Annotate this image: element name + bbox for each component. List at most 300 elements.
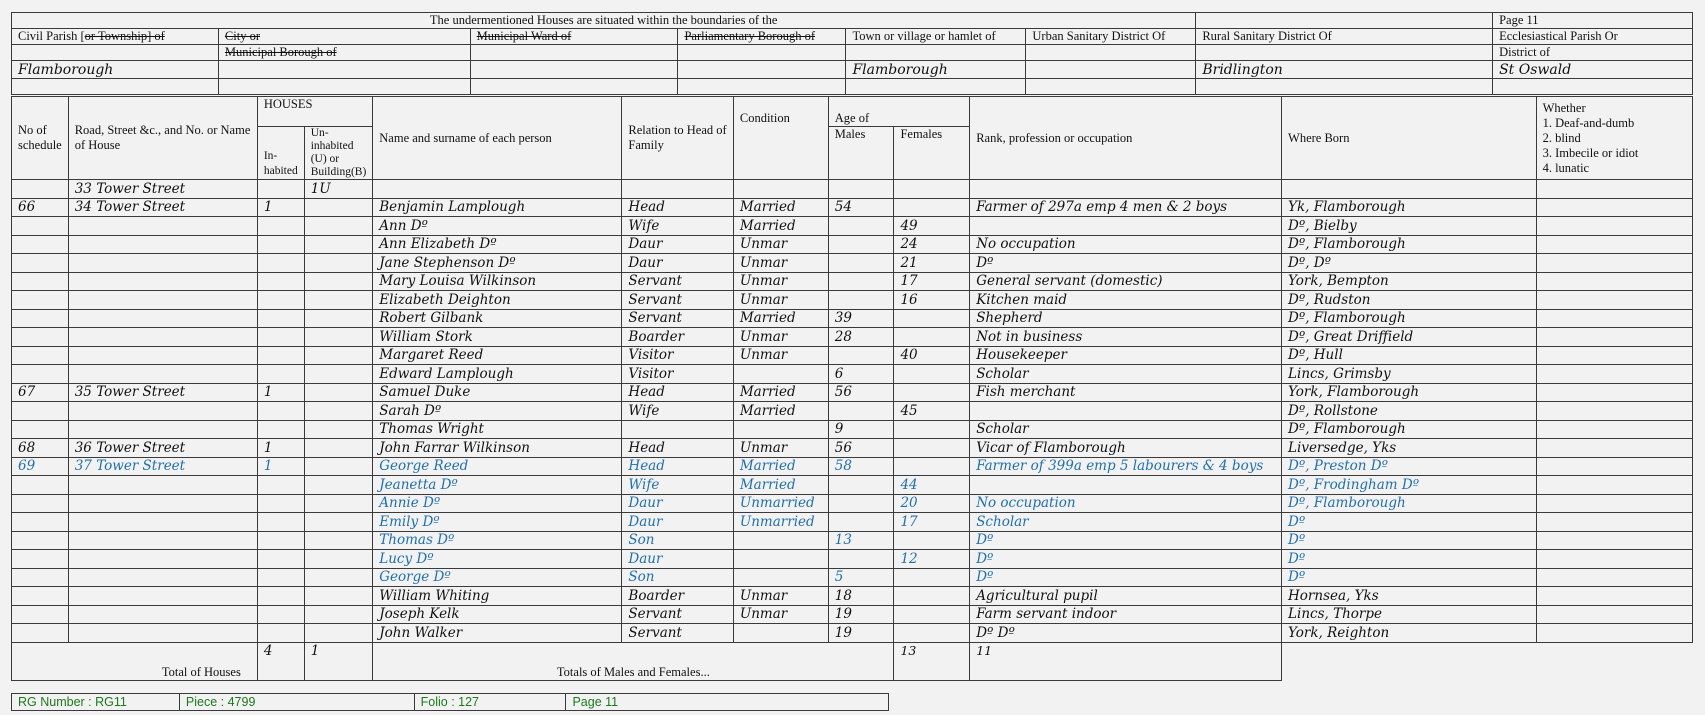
where-born-cell: Dº — [1282, 568, 1537, 587]
name-cell: William Whiting — [373, 587, 622, 606]
road-cell: 36 Tower Street — [68, 439, 257, 458]
uninhabited-cell — [304, 568, 373, 587]
condition-cell: Married — [733, 383, 828, 402]
males-cell — [828, 235, 894, 254]
females-cell — [894, 383, 970, 402]
name-cell: John Farrar Wilkinson — [373, 439, 622, 458]
uninhabited-cell — [304, 235, 373, 254]
whether-cell — [1536, 402, 1692, 421]
road-cell: 33 Tower Street — [68, 180, 257, 199]
road-cell — [68, 217, 257, 236]
schedule-cell: 68 — [12, 439, 69, 458]
inhabited-cell: 1 — [257, 457, 304, 476]
males-cell: 54 — [828, 198, 894, 217]
town-value: Flamborough — [846, 61, 1026, 79]
uninhabited-cell — [304, 513, 373, 532]
relation-cell: Son — [622, 568, 733, 587]
uninhabited-cell — [304, 531, 373, 550]
condition-cell: Married — [733, 457, 828, 476]
schedule-cell — [12, 180, 69, 199]
total-houses-label: Total of Houses — [12, 642, 258, 680]
table-row — [12, 420, 1693, 439]
age-header: Age of — [828, 97, 969, 127]
relation-cell: Daur — [622, 235, 733, 254]
where-born-cell: York, Reighton — [1282, 624, 1537, 643]
table-row — [12, 383, 1693, 402]
boundaries-title: The undermentioned Houses are situated within the boundaries of the — [12, 13, 1196, 29]
occupation-cell: Vicar of Flamborough — [970, 439, 1282, 458]
relation-cell: Wife — [622, 402, 733, 421]
road-cell — [68, 346, 257, 365]
occupation-cell: Agricultural pupil — [970, 587, 1282, 606]
whether-cell — [1536, 624, 1692, 643]
females-cell — [894, 531, 970, 550]
road-cell: 35 Tower Street — [68, 383, 257, 402]
uninhabited-cell — [304, 254, 373, 273]
males-cell — [828, 291, 894, 310]
occupation-cell: Dº — [970, 254, 1282, 273]
occupation-cell: Farmer of 297a emp 4 men & 2 boys — [970, 198, 1282, 217]
road-cell — [68, 328, 257, 347]
males-cell: 19 — [828, 605, 894, 624]
inhabited-cell — [257, 494, 304, 513]
males-cell — [828, 476, 894, 495]
relation-cell: Daur — [622, 494, 733, 513]
condition-cell — [733, 420, 828, 439]
whether-cell — [1536, 568, 1692, 587]
schedule-cell — [12, 291, 69, 310]
whether-cell — [1536, 383, 1692, 402]
table-row — [12, 531, 1693, 550]
where-born-cell: Dº, Frodingham Dº — [1282, 476, 1537, 495]
table-row — [12, 198, 1693, 217]
schedule-cell — [12, 217, 69, 236]
uninhabited-cell — [304, 494, 373, 513]
road-cell — [68, 402, 257, 421]
name-cell: John Walker — [373, 624, 622, 643]
condition-cell: Unmar — [733, 439, 828, 458]
males-header: Males — [828, 127, 894, 180]
schedule-cell — [12, 550, 69, 569]
whether-cell — [1536, 198, 1692, 217]
inhabited-cell — [257, 309, 304, 328]
table-row — [12, 439, 1693, 458]
rg-number: RG Number : RG11 — [12, 694, 180, 711]
females-cell — [894, 568, 970, 587]
relation-cell: Boarder — [622, 587, 733, 606]
table-row — [12, 365, 1693, 384]
condition-cell: Unmar — [733, 346, 828, 365]
relation-cell — [622, 180, 733, 199]
road-cell — [68, 309, 257, 328]
uninhabited-cell — [304, 439, 373, 458]
schedule-cell — [12, 365, 69, 384]
condition-header: Condition — [733, 97, 828, 180]
condition-cell: Unmar — [733, 605, 828, 624]
condition-cell — [733, 568, 828, 587]
condition-cell — [733, 531, 828, 550]
where-born-cell: Dº, Flamborough — [1282, 309, 1537, 328]
females-cell: 40 — [894, 346, 970, 365]
where-born-cell: Dº, Hull — [1282, 346, 1537, 365]
table-row — [12, 550, 1693, 569]
ecclesiastical-label-2: District of — [1493, 45, 1693, 61]
relation-cell: Boarder — [622, 328, 733, 347]
municipal-borough-label: Municipal Borough of — [218, 45, 470, 61]
schedule-cell — [12, 624, 69, 643]
whether-cell — [1536, 217, 1692, 236]
relation-cell: Servant — [622, 272, 733, 291]
condition-cell: Unmarried — [733, 494, 828, 513]
inhabited-cell — [257, 476, 304, 495]
schedule-cell — [12, 402, 69, 421]
rural-district-label: Rural Sanitary District Of — [1196, 29, 1493, 45]
uninhabited-header: Un-inhabited (U) or Building(B) — [304, 127, 373, 180]
table-row — [12, 254, 1693, 273]
males-cell — [828, 254, 894, 273]
inhabited-cell — [257, 235, 304, 254]
civil-parish-value: Flamborough — [12, 61, 219, 79]
relation-cell: Head — [622, 383, 733, 402]
occupation-cell: Farm servant indoor — [970, 605, 1282, 624]
ecclesiastical-label-1: Ecclesiastical Parish Or — [1493, 29, 1693, 45]
males-cell: 5 — [828, 568, 894, 587]
schedule-cell — [12, 531, 69, 550]
table-row — [12, 217, 1693, 236]
males-cell: 19 — [828, 624, 894, 643]
where-born-cell: Dº, Bielby — [1282, 217, 1537, 236]
schedule-cell — [12, 476, 69, 495]
females-cell — [894, 365, 970, 384]
where-born-cell: Dº, Flamborough — [1282, 235, 1537, 254]
inhabited-cell — [257, 550, 304, 569]
parliamentary-borough-label: Parliamentary Borough of — [678, 29, 846, 45]
whether-cell — [1536, 587, 1692, 606]
road-cell — [68, 624, 257, 643]
inhabited-cell — [257, 624, 304, 643]
females-cell — [894, 439, 970, 458]
where-born-cell: Liversedge, Yks — [1282, 439, 1537, 458]
uninhabited-cell — [304, 550, 373, 569]
urban-district-label: Urban Sanitary District Of — [1026, 29, 1196, 45]
relation-cell: Head — [622, 198, 733, 217]
name-cell: Samuel Duke — [373, 383, 622, 402]
uninhabited-cell — [304, 365, 373, 384]
page-number: Page 11 — [566, 694, 889, 711]
females-cell — [894, 198, 970, 217]
whether-cell — [1536, 328, 1692, 347]
name-cell: Ann Elizabeth Dº — [373, 235, 622, 254]
schedule-cell — [12, 568, 69, 587]
inhabited-cell — [257, 254, 304, 273]
relation-cell — [622, 420, 733, 439]
where-born-cell: Dº — [1282, 513, 1537, 532]
name-header: Name and surname of each person — [373, 97, 622, 180]
whether-cell — [1536, 420, 1692, 439]
condition-cell — [733, 180, 828, 199]
table-row — [12, 605, 1693, 624]
uninhabited-cell — [304, 291, 373, 310]
where-born-cell: Lincs, Thorpe — [1282, 605, 1537, 624]
females-cell — [894, 457, 970, 476]
occupation-cell: Not in business — [970, 328, 1282, 347]
table-row — [12, 476, 1693, 495]
inhabited-cell — [257, 180, 304, 199]
page-label: Page 11 — [1493, 13, 1693, 29]
name-cell: Ann Dº — [373, 217, 622, 236]
inhabited-cell — [257, 605, 304, 624]
civil-parish-label: Civil Parish [or Township] of — [12, 29, 219, 45]
piece-number: Piece : 4799 — [179, 694, 414, 711]
occupation-cell: Scholar — [970, 365, 1282, 384]
road-cell — [68, 254, 257, 273]
males-cell — [828, 217, 894, 236]
name-cell: Thomas Dº — [373, 531, 622, 550]
inhabited-cell — [257, 272, 304, 291]
schedule-cell — [12, 346, 69, 365]
condition-cell: Unmar — [733, 254, 828, 273]
total-inhabited: 4 — [257, 642, 304, 680]
condition-cell: Married — [733, 217, 828, 236]
road-cell — [68, 550, 257, 569]
females-cell: 17 — [894, 272, 970, 291]
females-cell: 17 — [894, 513, 970, 532]
schedule-cell — [12, 587, 69, 606]
whether-cell — [1536, 531, 1692, 550]
road-cell — [68, 272, 257, 291]
condition-cell: Married — [733, 198, 828, 217]
whether-cell — [1536, 365, 1692, 384]
relation-cell: Servant — [622, 309, 733, 328]
where-born-cell: Dº, Flamborough — [1282, 494, 1537, 513]
table-row — [12, 587, 1693, 606]
name-cell: George Dº — [373, 568, 622, 587]
totals-people-label: Totals of Males and Females... — [373, 642, 894, 680]
females-cell: 21 — [894, 254, 970, 273]
occupation-cell: Housekeeper — [970, 346, 1282, 365]
occupation-header: Rank, profession or occupation — [970, 97, 1282, 180]
occupation-cell: Shepherd — [970, 309, 1282, 328]
females-cell — [894, 624, 970, 643]
schedule-cell — [12, 328, 69, 347]
where-born-cell: York, Flamborough — [1282, 383, 1537, 402]
relation-cell: Servant — [622, 605, 733, 624]
females-cell: 45 — [894, 402, 970, 421]
road-cell — [68, 605, 257, 624]
inhabited-cell: 1 — [257, 439, 304, 458]
whether-cell — [1536, 476, 1692, 495]
whether-cell — [1536, 457, 1692, 476]
table-row — [12, 402, 1693, 421]
males-cell: 13 — [828, 531, 894, 550]
condition-cell — [733, 365, 828, 384]
schedule-cell: 67 — [12, 383, 69, 402]
uninhabited-cell — [304, 402, 373, 421]
table-row — [12, 568, 1693, 587]
whether-cell — [1536, 272, 1692, 291]
schedule-cell — [12, 235, 69, 254]
occupation-cell — [970, 476, 1282, 495]
relation-cell: Servant — [622, 291, 733, 310]
name-cell: Lucy Dº — [373, 550, 622, 569]
occupation-cell: Kitchen maid — [970, 291, 1282, 310]
condition-cell — [733, 624, 828, 643]
uninhabited-cell — [304, 587, 373, 606]
uninhabited-cell — [304, 217, 373, 236]
males-cell — [828, 180, 894, 199]
uninhabited-cell — [304, 198, 373, 217]
road-cell — [68, 531, 257, 550]
females-cell: 44 — [894, 476, 970, 495]
whether-cell — [1536, 254, 1692, 273]
whether-cell — [1536, 291, 1692, 310]
table-row — [12, 624, 1693, 643]
males-cell: 39 — [828, 309, 894, 328]
relation-cell: Wife — [622, 476, 733, 495]
occupation-cell: Farmer of 399a emp 5 labourers & 4 boys — [970, 457, 1282, 476]
name-cell: Jeanetta Dº — [373, 476, 622, 495]
males-cell — [828, 550, 894, 569]
whether-header: Whether 1. Deaf-and-dumb 2. blind 3. Imbecile or idiot 4. lunatic — [1536, 97, 1692, 180]
census-table — [11, 96, 1693, 681]
males-cell: 9 — [828, 420, 894, 439]
occupation-cell: Fish merchant — [970, 383, 1282, 402]
where-born-cell: Dº, Dº — [1282, 254, 1537, 273]
road-cell — [68, 291, 257, 310]
schedule-cell: 66 — [12, 198, 69, 217]
occupation-cell: General servant (domestic) — [970, 272, 1282, 291]
inhabited-header: In-habited — [257, 127, 304, 180]
table-row — [12, 272, 1693, 291]
females-cell — [894, 587, 970, 606]
schedule-cell — [12, 272, 69, 291]
city-label: City or — [218, 29, 470, 45]
table-row — [12, 513, 1693, 532]
town-label: Town or village or hamlet of — [846, 29, 1026, 45]
females-cell — [894, 420, 970, 439]
name-cell: Elizabeth Deighton — [373, 291, 622, 310]
condition-cell: Married — [733, 309, 828, 328]
name-cell: Thomas Wright — [373, 420, 622, 439]
name-cell — [373, 180, 622, 199]
uninhabited-cell — [304, 457, 373, 476]
relation-cell: Visitor — [622, 346, 733, 365]
folio-number: Folio : 127 — [414, 694, 566, 711]
relation-cell: Servant — [622, 624, 733, 643]
relation-header: Relation to Head of Family — [622, 97, 733, 180]
whether-cell — [1536, 309, 1692, 328]
table-row — [12, 457, 1693, 476]
where-born-cell: Dº, Rollstone — [1282, 402, 1537, 421]
condition-cell: Unmar — [733, 272, 828, 291]
condition-cell: Unmar — [733, 587, 828, 606]
table-row — [12, 180, 1693, 199]
uninhabited-cell — [304, 309, 373, 328]
females-cell — [894, 309, 970, 328]
males-cell — [828, 272, 894, 291]
occupation-cell — [970, 402, 1282, 421]
whether-cell — [1536, 605, 1692, 624]
males-cell: 18 — [828, 587, 894, 606]
inhabited-cell — [257, 217, 304, 236]
road-cell — [68, 476, 257, 495]
reference-bar — [11, 693, 889, 711]
condition-cell — [733, 550, 828, 569]
condition-cell: Married — [733, 476, 828, 495]
males-cell: 56 — [828, 439, 894, 458]
relation-cell: Son — [622, 531, 733, 550]
name-cell: Edward Lamplough — [373, 365, 622, 384]
uninhabited-cell — [304, 420, 373, 439]
condition-cell: Unmar — [733, 291, 828, 310]
inhabited-cell — [257, 568, 304, 587]
occupation-cell: No occupation — [970, 494, 1282, 513]
rural-district-value: Bridlington — [1196, 61, 1493, 79]
whether-cell — [1536, 513, 1692, 532]
schedule-cell — [12, 513, 69, 532]
where-born-cell: Dº, Rudston — [1282, 291, 1537, 310]
table-row — [12, 346, 1693, 365]
road-cell — [68, 494, 257, 513]
where-born-cell: York, Bempton — [1282, 272, 1537, 291]
schedule-cell — [12, 605, 69, 624]
females-cell: 20 — [894, 494, 970, 513]
schedule-cell — [12, 254, 69, 273]
males-cell: 6 — [828, 365, 894, 384]
schedule-cell: 69 — [12, 457, 69, 476]
road-cell — [68, 568, 257, 587]
where-born-cell: Dº, Flamborough — [1282, 420, 1537, 439]
occupation-cell — [970, 217, 1282, 236]
road-cell — [68, 587, 257, 606]
condition-cell: Unmar — [733, 328, 828, 347]
where-born-header: Where Born — [1282, 97, 1537, 180]
females-cell: 12 — [894, 550, 970, 569]
total-uninhabited: 1 — [304, 642, 373, 680]
road-cell — [68, 365, 257, 384]
relation-cell: Daur — [622, 254, 733, 273]
total-females: 11 — [970, 642, 1282, 680]
where-born-cell: Hornsea, Yks — [1282, 587, 1537, 606]
uninhabited-cell — [304, 624, 373, 643]
inhabited-cell: 1 — [257, 383, 304, 402]
table-row — [12, 494, 1693, 513]
relation-cell: Visitor — [622, 365, 733, 384]
females-cell: 24 — [894, 235, 970, 254]
inhabited-cell — [257, 346, 304, 365]
name-cell: George Reed — [373, 457, 622, 476]
inhabited-cell — [257, 513, 304, 532]
males-cell: 58 — [828, 457, 894, 476]
females-cell — [894, 328, 970, 347]
condition-cell: Unmar — [733, 235, 828, 254]
inhabited-cell — [257, 402, 304, 421]
whether-cell — [1536, 346, 1692, 365]
municipal-ward-label: Municipal Ward of — [470, 29, 678, 45]
uninhabited-cell — [304, 476, 373, 495]
road-header: Road, Street &c., and No. or Name of House — [68, 97, 257, 180]
boundaries-header — [11, 12, 1693, 95]
schedule-cell — [12, 309, 69, 328]
where-born-cell — [1282, 180, 1537, 199]
where-born-cell: Dº — [1282, 550, 1537, 569]
name-cell: Joseph Kelk — [373, 605, 622, 624]
road-cell: 37 Tower Street — [68, 457, 257, 476]
name-cell: Mary Louisa Wilkinson — [373, 272, 622, 291]
females-cell — [894, 605, 970, 624]
whether-cell — [1536, 550, 1692, 569]
inhabited-cell — [257, 587, 304, 606]
